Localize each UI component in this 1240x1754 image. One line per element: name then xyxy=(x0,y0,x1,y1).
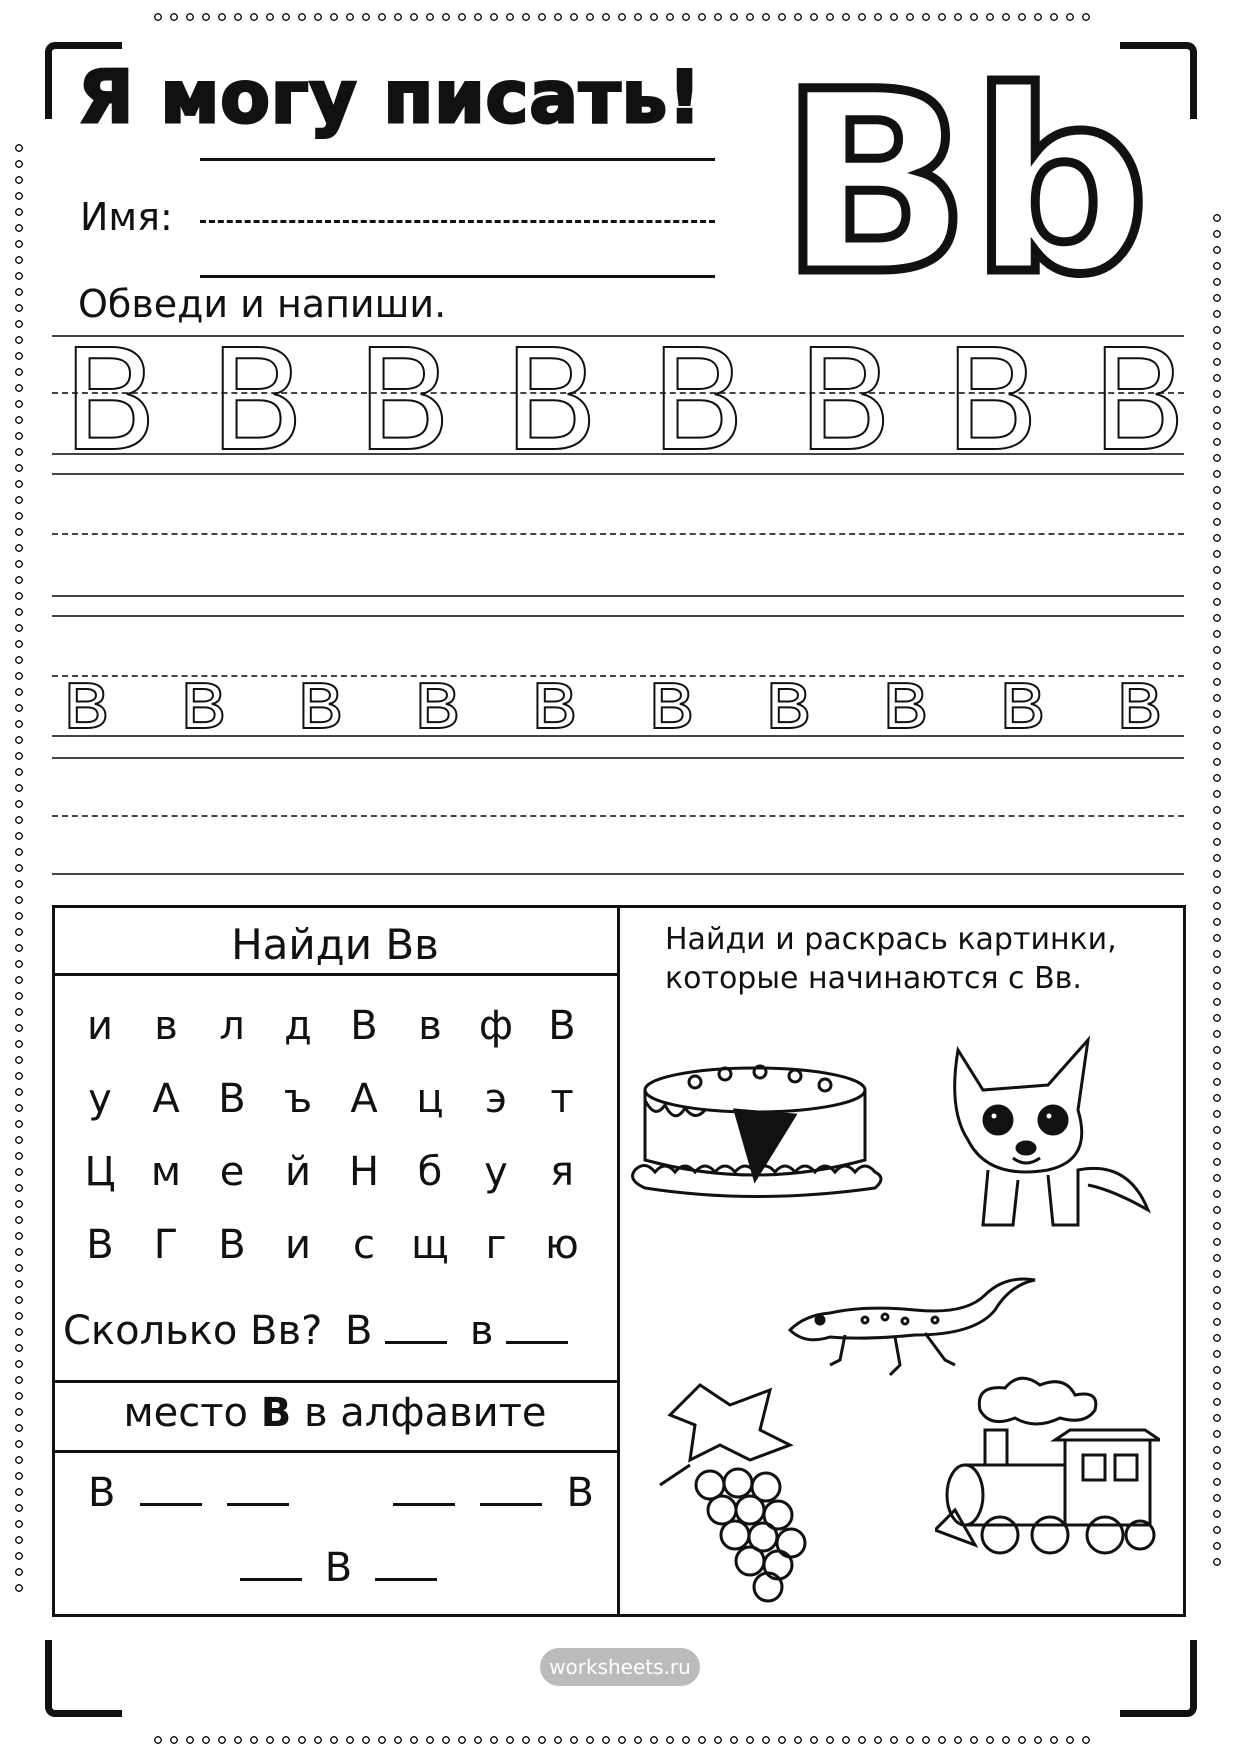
dotted-border-top xyxy=(150,12,1090,22)
trace-letter-lowercase: в xyxy=(296,653,345,748)
trace-letter-lowercase: в xyxy=(647,653,696,748)
grid-letter[interactable]: с xyxy=(353,1222,375,1268)
trace-letter-uppercase: В xyxy=(356,320,453,483)
dotted-border-right xyxy=(1212,210,1222,1570)
trace-letter-uppercase: В xyxy=(1091,320,1188,483)
trace-row2-bottomline xyxy=(52,757,1184,759)
count-question-row xyxy=(63,1308,568,1354)
find-title-divider xyxy=(52,973,618,976)
grid-letter[interactable]: г xyxy=(485,1222,507,1268)
grid-letter[interactable]: я xyxy=(549,1149,575,1195)
trace-letter-uppercase: В xyxy=(944,320,1041,483)
count-upper-blank[interactable] xyxy=(385,1341,447,1344)
alphabet-title-letter: В xyxy=(260,1390,292,1436)
alphabet-blank-3[interactable] xyxy=(393,1503,455,1506)
grid-letter[interactable]: А xyxy=(152,1076,180,1122)
grid-letter[interactable]: В xyxy=(548,1003,576,1049)
grid-letter[interactable]: в xyxy=(418,1003,442,1049)
train-icon[interactable] xyxy=(935,1370,1160,1560)
trace-letter-uppercase: В xyxy=(503,320,600,483)
grid-letter[interactable]: у xyxy=(88,1076,112,1122)
count-question: Сколько Вв? xyxy=(63,1308,323,1354)
trace-instruction: Обведи и напиши. xyxy=(78,282,447,326)
grid-letter[interactable]: Ц xyxy=(84,1149,116,1195)
alphabet-row-2 xyxy=(240,1545,437,1591)
trace-letter-lowercase: в xyxy=(413,653,462,748)
alphabet-blank-5[interactable] xyxy=(240,1578,302,1581)
wolf-cub-icon[interactable] xyxy=(928,1030,1158,1240)
grid-letter[interactable]: ъ xyxy=(283,1076,313,1122)
corner-bracket-bottom-left xyxy=(45,1640,122,1717)
count-upper-letter: В xyxy=(345,1308,373,1354)
trace-letter-lowercase: в xyxy=(530,653,579,748)
grid-letter[interactable]: б xyxy=(417,1149,443,1195)
trace-letter-uppercase: В xyxy=(650,320,747,483)
trace-letter-uppercase: В xyxy=(209,320,306,483)
write-row1-midline xyxy=(52,533,1184,535)
grid-letter[interactable]: э xyxy=(485,1076,507,1122)
write-row2-baseline xyxy=(52,873,1184,875)
grid-letter[interactable]: В xyxy=(218,1222,246,1268)
alphabet-letter-end: В xyxy=(566,1470,594,1516)
big-letter-upper: Bb xyxy=(780,50,1150,290)
footer-logo[interactable]: worksheets.ru xyxy=(540,1648,700,1686)
alphabet-blank-6[interactable] xyxy=(375,1578,437,1581)
write-row2-midline xyxy=(52,815,1184,817)
cake-icon[interactable] xyxy=(625,1060,895,1210)
grid-letter[interactable]: В xyxy=(350,1003,378,1049)
count-lower-blank[interactable] xyxy=(506,1341,568,1344)
alphabet-letter-middle: В xyxy=(324,1545,353,1591)
grid-letter[interactable]: Г xyxy=(153,1222,179,1268)
lizard-icon[interactable] xyxy=(785,1265,1040,1385)
alphabet-letter-start: В xyxy=(88,1470,116,1516)
grid-letter[interactable]: у xyxy=(484,1149,508,1195)
trace-letter-uppercase: В xyxy=(62,320,159,483)
write-row1-baseline xyxy=(52,595,1184,597)
grid-letter[interactable]: в xyxy=(154,1003,178,1049)
alphabet-blank-1[interactable] xyxy=(140,1503,202,1506)
alphabet-title-after: в алфавите xyxy=(303,1390,547,1436)
pictures-instruction: Найди и раскрась картинки, которые начинаются с Вв. xyxy=(665,922,1117,996)
box-divider-vertical xyxy=(617,905,620,1617)
grid-letter[interactable]: ц xyxy=(416,1076,444,1122)
grid-letter[interactable]: В xyxy=(218,1076,246,1122)
grid-letter[interactable]: й xyxy=(285,1149,311,1195)
grid-letter[interactable]: В xyxy=(86,1222,114,1268)
trace-letter-uppercase: В xyxy=(797,320,894,483)
grid-letter[interactable]: ю xyxy=(545,1222,579,1268)
page-title: Я могу писать! xyxy=(78,55,702,139)
write-row1-bottomline xyxy=(52,615,1184,617)
alphabet-divider-top xyxy=(52,1380,618,1383)
alphabet-blank-4[interactable] xyxy=(480,1503,542,1506)
grid-letter[interactable]: А xyxy=(350,1076,378,1122)
grid-letter[interactable]: л xyxy=(219,1003,245,1049)
dotted-border-bottom xyxy=(150,1735,1090,1745)
title-underline xyxy=(200,158,715,161)
grid-letter[interactable]: е xyxy=(219,1149,245,1195)
alphabet-title xyxy=(55,1390,615,1436)
dotted-border-left xyxy=(14,140,24,1600)
find-title: Найди Вв xyxy=(231,920,439,969)
alphabet-blank-2[interactable] xyxy=(227,1503,289,1506)
alphabet-divider-bottom xyxy=(52,1450,618,1453)
grid-letter[interactable]: ф xyxy=(478,1003,514,1049)
grid-letter[interactable]: и xyxy=(87,1003,113,1049)
trace-letter-lowercase: в xyxy=(62,653,111,748)
trace-letter-lowercase: в xyxy=(1115,653,1164,748)
big-letters-logo xyxy=(770,50,1170,290)
trace-letter-lowercase: в xyxy=(998,653,1047,748)
name-baseline xyxy=(200,275,715,278)
grid-letter[interactable]: Н xyxy=(348,1149,380,1195)
trace-letter-lowercase: в xyxy=(881,653,930,748)
alphabet-title-before: место xyxy=(123,1390,249,1436)
name-label: Имя: xyxy=(80,195,173,239)
count-lower-letter: в xyxy=(469,1308,494,1354)
trace-letter-lowercase: в xyxy=(764,653,813,748)
grid-letter[interactable]: м xyxy=(150,1149,182,1195)
alphabet-row-1-right xyxy=(393,1470,594,1516)
trace-letter-lowercase: в xyxy=(179,653,228,748)
grid-letter[interactable]: и xyxy=(285,1222,311,1268)
grid-letter[interactable]: т xyxy=(550,1076,574,1122)
corner-bracket-bottom-right xyxy=(1120,1640,1197,1717)
grid-letter[interactable]: щ xyxy=(411,1222,449,1268)
grapes-icon[interactable] xyxy=(650,1375,840,1605)
name-writing-line xyxy=(200,220,715,223)
grid-letter[interactable]: д xyxy=(284,1003,312,1049)
